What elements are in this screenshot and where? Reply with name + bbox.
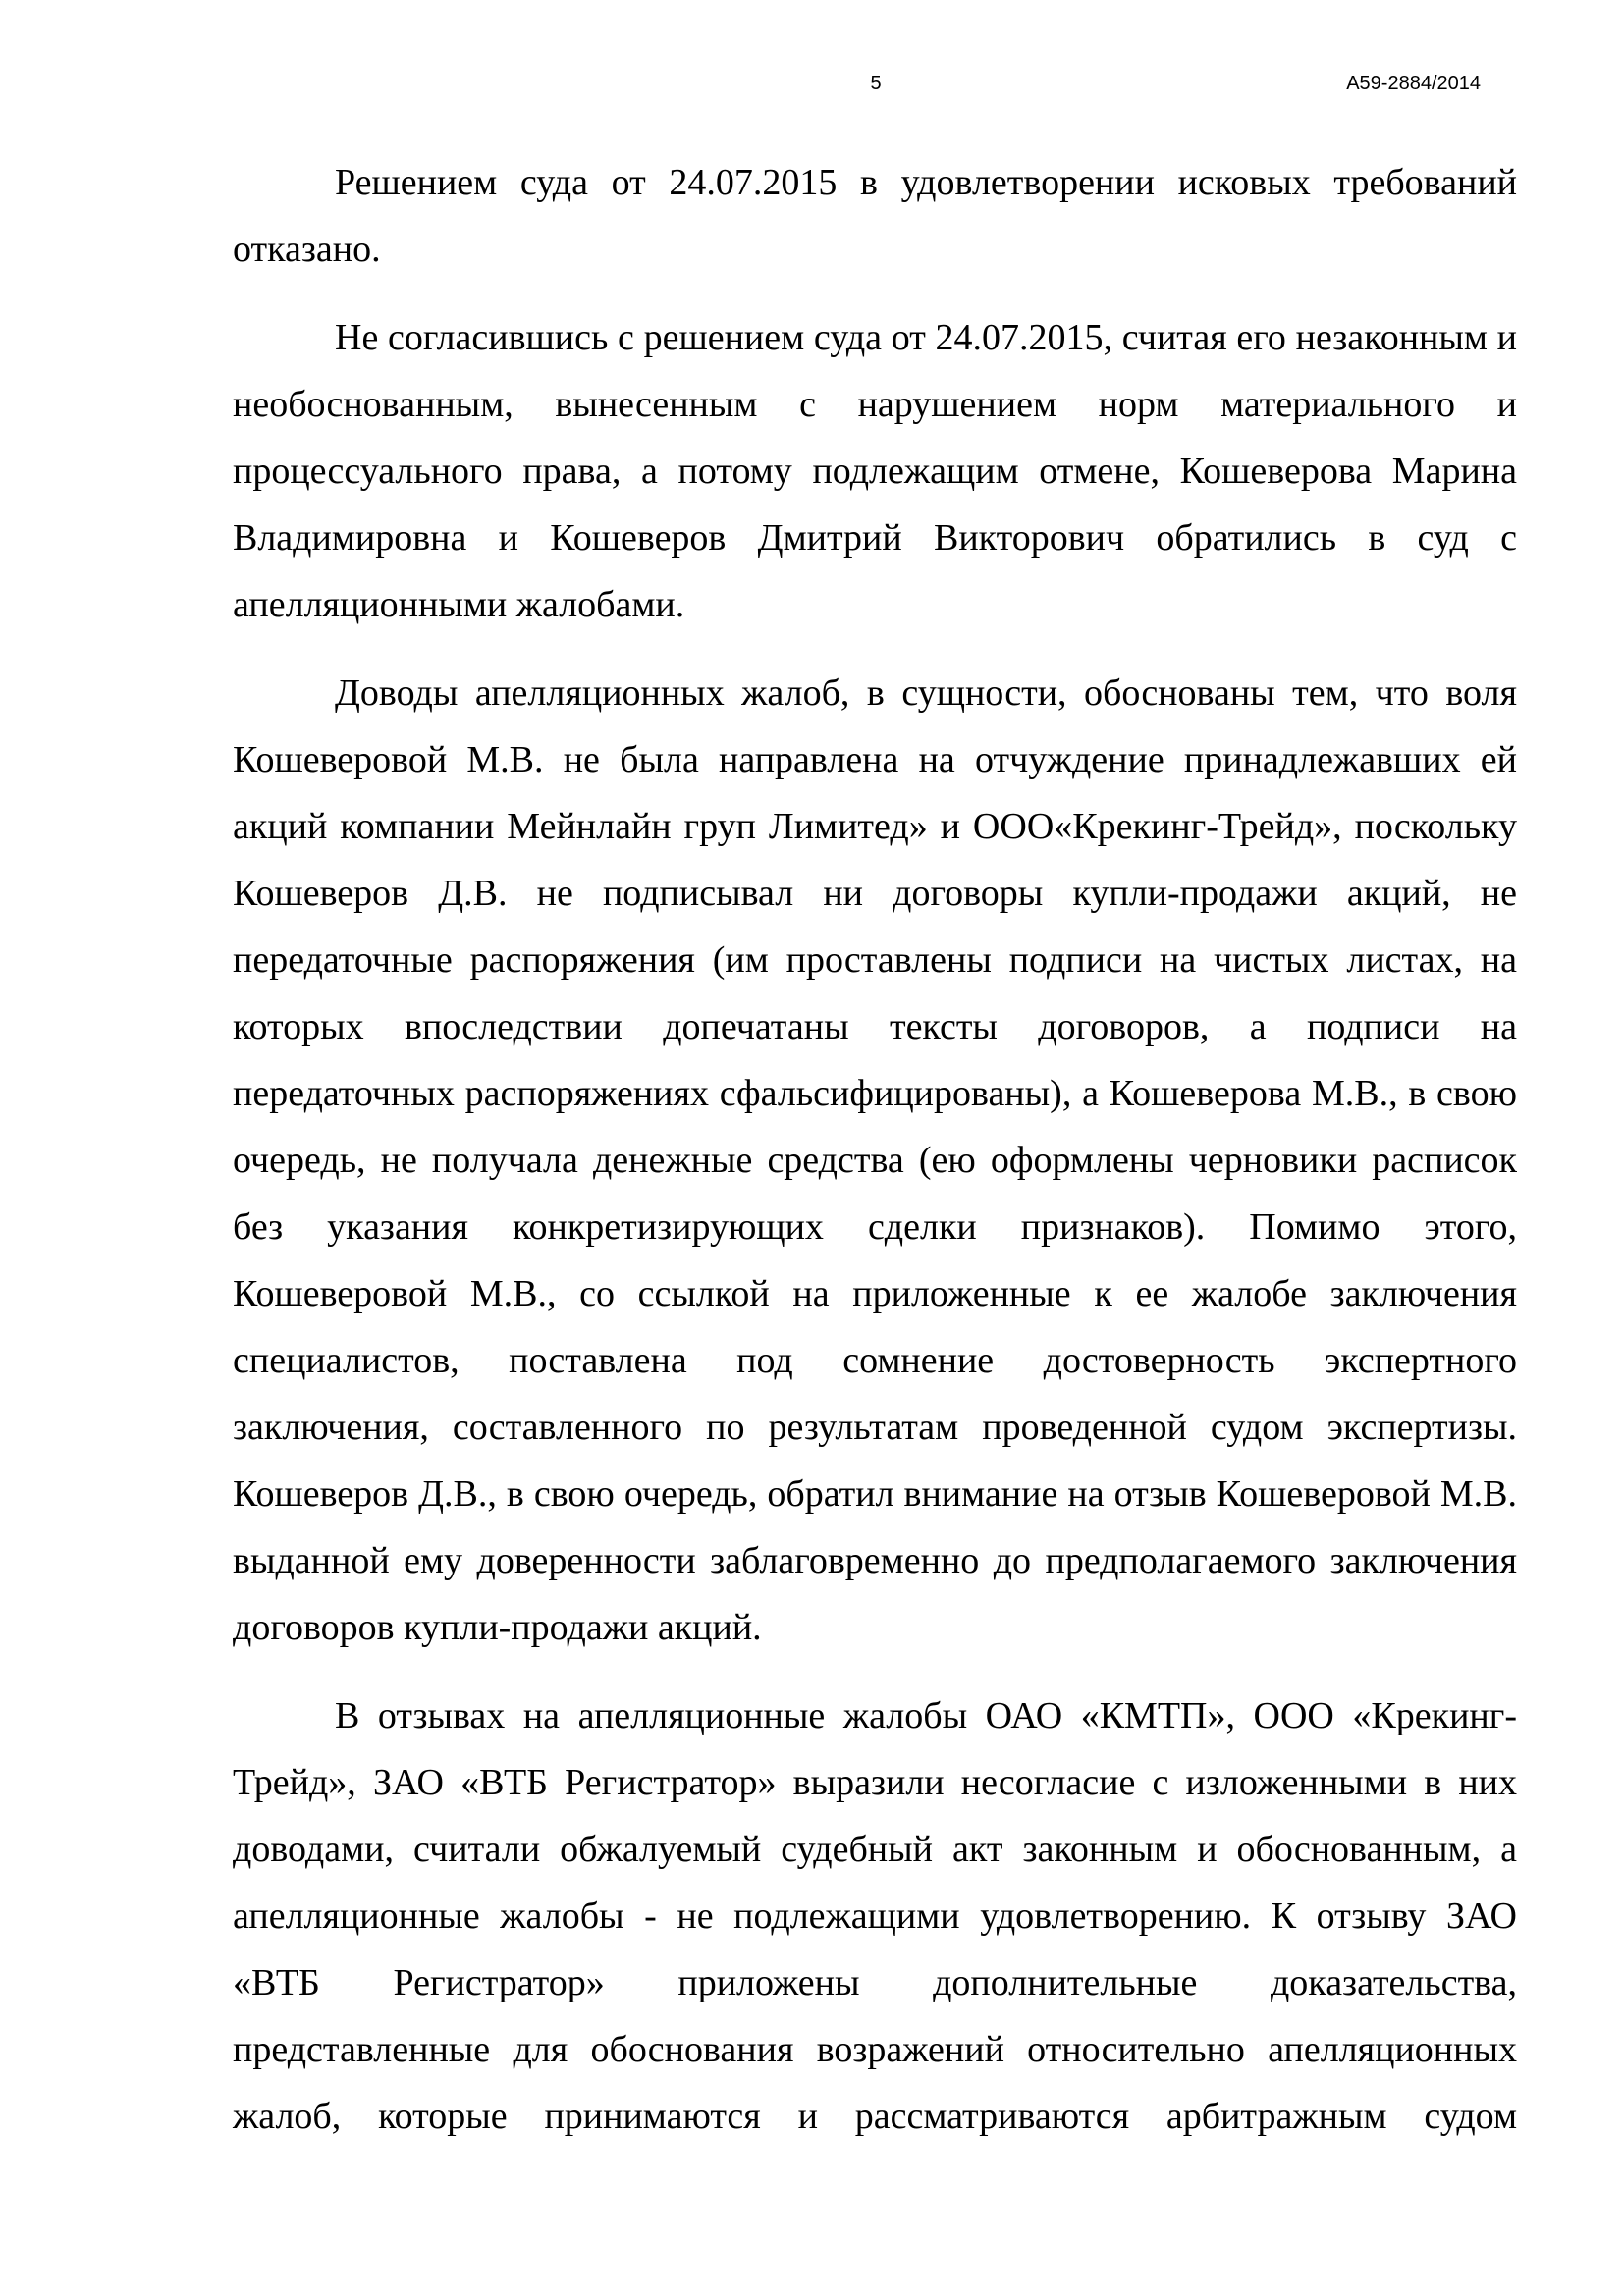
paragraph: Решением суда от 24.07.2015 в удовлетворении исковых требований отказано. [233, 162, 1517, 270]
paragraph: В отзывах на апелляционные жалобы ОАО «КМТП», ООО «Крекинг-Трейд», ЗАО «ВТБ Регистратор» выразили несогласие с изложенными в них доводами, считали обжалуемый судебный акт законным и обоснованным, а апелляционные жалобы - не подлежащими удовлетворению. К отзыву ЗАО «ВТБ Регистратор» приложены дополнительные доказательства, представленные для обоснования возражений относительно апелляционных жалоб, которые принимаются и рассматриваются арбитражным судом [233, 1695, 1517, 2137]
case-number: А59-2884/2014 [1346, 73, 1481, 94]
page-number: 5 [870, 73, 882, 94]
document-body [233, 149, 1517, 2171]
paragraph: Не согласившись с решением суда от 24.07.2015, считая его незаконным и необоснованным, вынесенным с нарушением норм материального и процессуального права, а потому подлежащим отмене, Кошеверова Марина Владимировна и Кошеверов Дмитрий Викторович обратились в суд с апелляционными жалобами. [233, 317, 1517, 625]
paragraph: Доводы апелляционных жалоб, в сущности, обоснованы тем, что воля Кошеверовой М.В. не была направлена на отчуждение принадлежавших ей акций компании Мейнлайн груп Лимитед» и ООО«Крекинг-Трейд», поскольку Кошеверов Д.В. не подписывал ни договоры купли-продажи акций, не передаточные распоряжения (им проставлены подписи на чистых листах, на которых впоследствии допечатаны тексты договоров, а подписи на передаточных распоряжениях сфальсифицированы), а Кошеверова М.В., в свою очередь, не получала денежные средства (ею оформлены черновики расписок без указания конкретизирующих сделки признаков). Помимо этого, Кошеверовой М.В., со ссылкой на приложенные к ее жалобе заключения специалистов, поставлена под сомнение достоверность экспертного заключения, составленного по результатам проведенной судом экспертизы. Кошеверов Д.В., в свою очередь, обратил внимание на отзыв Кошеверовой М.В. выданной ему доверенности заблаговременно до предполагаемого заключения договоров купли-продажи акций. [233, 672, 1517, 1648]
